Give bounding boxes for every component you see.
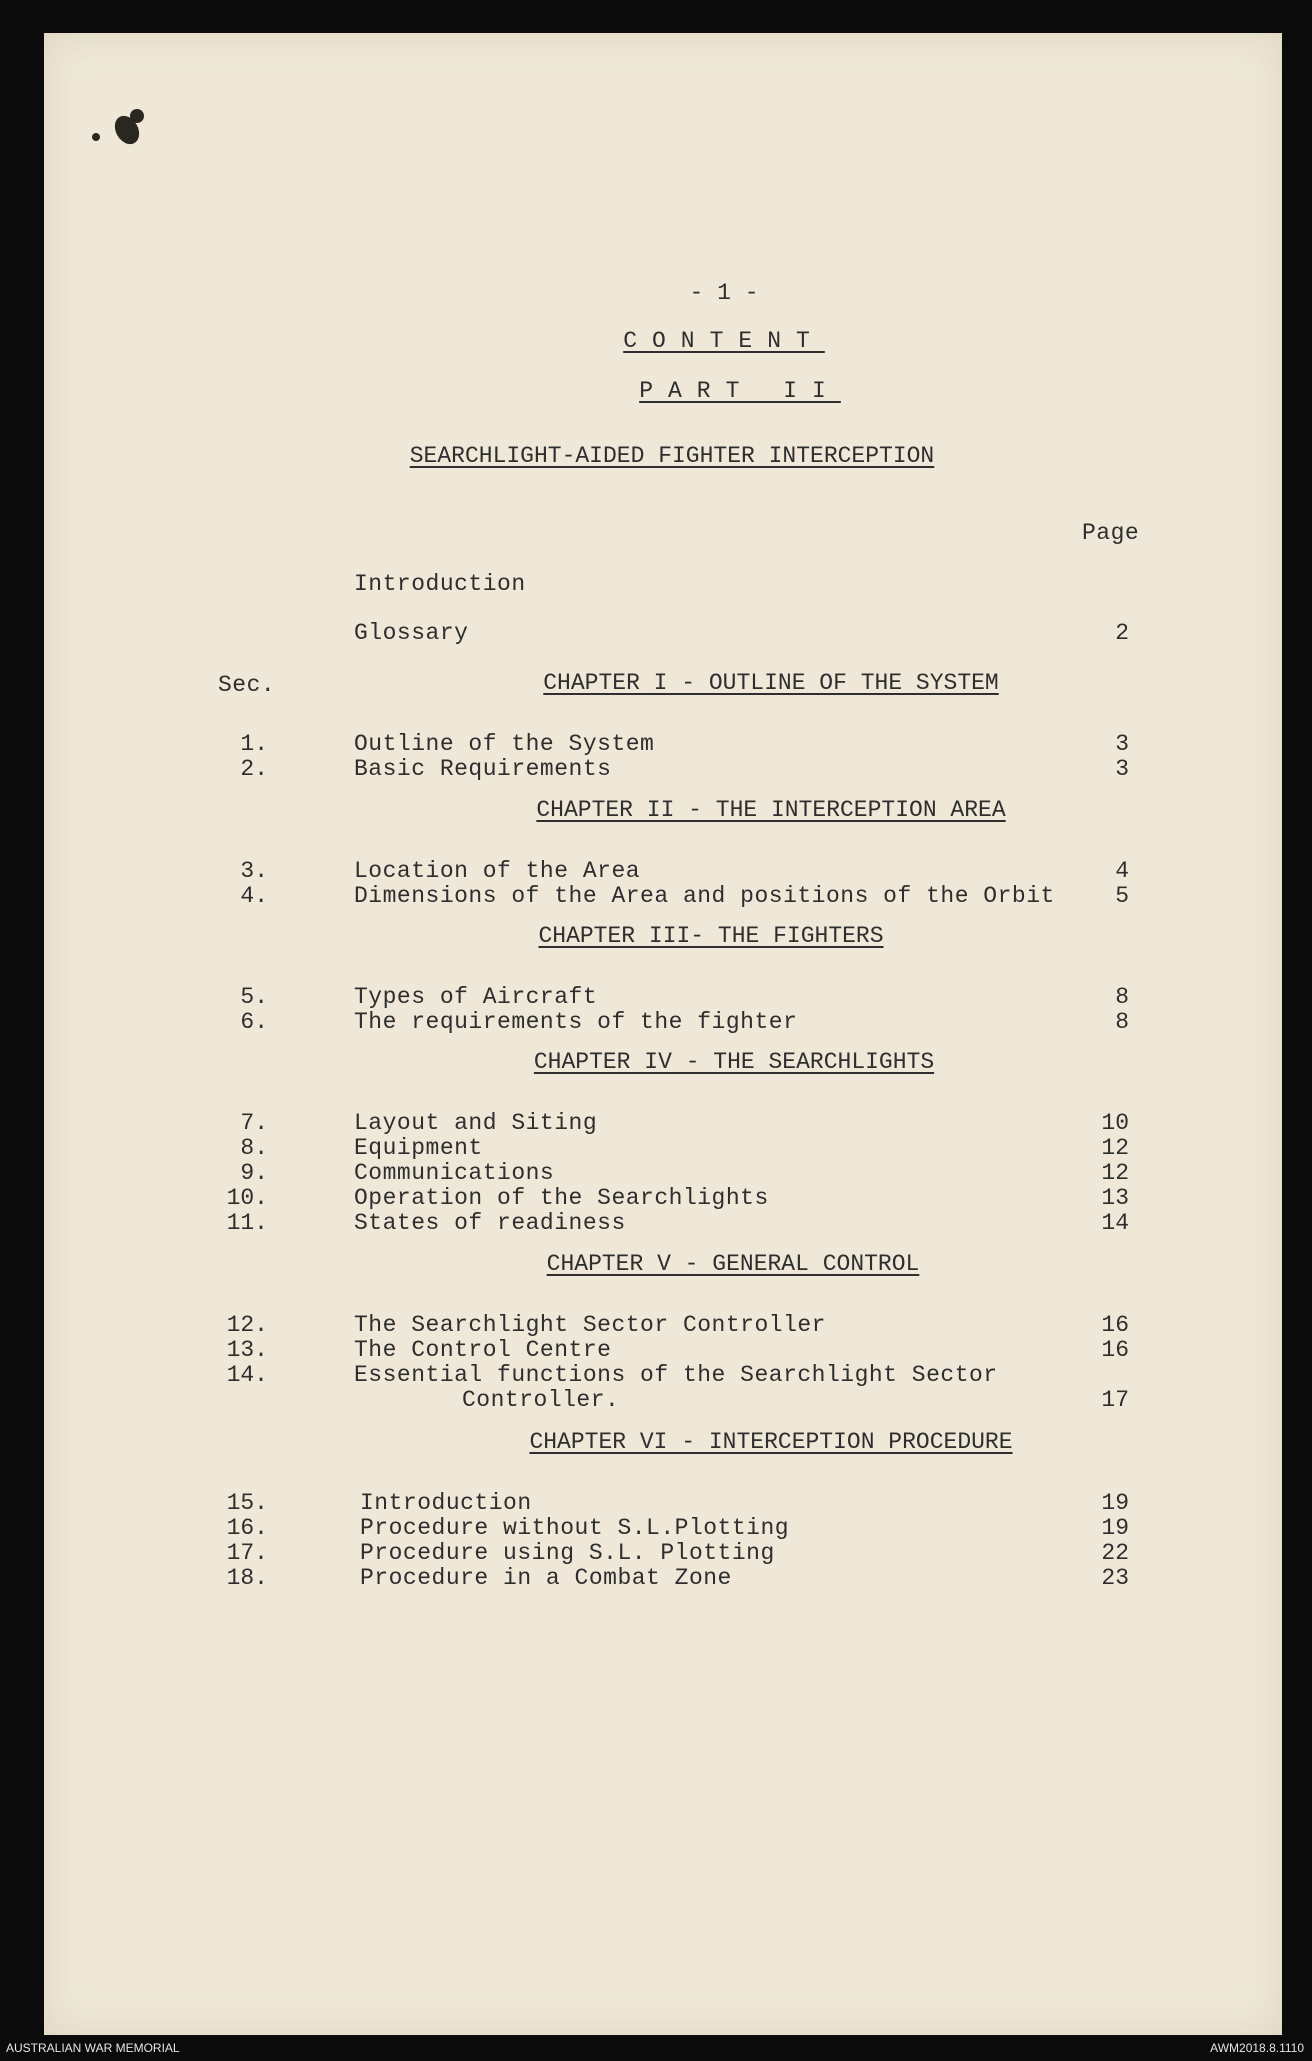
footer-institution: AUSTRALIAN WAR MEMORIAL bbox=[6, 2041, 180, 2055]
page-number: - 1 - bbox=[689, 280, 759, 306]
section-number: 14. bbox=[226, 1362, 268, 1388]
chapter-heading: CHAPTER III- THE FIGHTERS bbox=[538, 923, 884, 949]
section-page: 8 bbox=[1115, 984, 1129, 1010]
section-number: 11. bbox=[226, 1210, 268, 1236]
front-item-introduction: Introduction bbox=[354, 571, 526, 597]
section-title: Basic Requirements bbox=[354, 756, 612, 782]
section-page: 14 bbox=[1101, 1210, 1129, 1236]
section-page: 3 bbox=[1115, 731, 1129, 757]
section-page: 13 bbox=[1101, 1185, 1129, 1211]
section-number: 13. bbox=[226, 1337, 268, 1363]
section-number: 9. bbox=[240, 1160, 268, 1186]
section-title: Equipment bbox=[354, 1135, 483, 1161]
front-page-glossary: 2 bbox=[1115, 620, 1129, 646]
section-number: 8. bbox=[240, 1135, 268, 1161]
section-number: 7. bbox=[240, 1110, 268, 1136]
section-number: 10. bbox=[226, 1185, 268, 1211]
chapter-heading: CHAPTER IV - THE SEARCHLIGHTS bbox=[533, 1049, 935, 1075]
section-title: The Control Centre bbox=[354, 1337, 612, 1363]
ink-stain bbox=[130, 109, 144, 123]
section-title: States of readiness bbox=[354, 1210, 626, 1236]
section-title: Introduction bbox=[360, 1490, 532, 1516]
section-number: 18. bbox=[226, 1565, 268, 1591]
section-title: Location of the Area bbox=[354, 858, 641, 884]
section-page: 12 bbox=[1101, 1135, 1129, 1161]
section-page: 16 bbox=[1101, 1337, 1129, 1363]
archive-footer bbox=[0, 2035, 1312, 2061]
section-page: 16 bbox=[1101, 1312, 1129, 1338]
front-item-glossary: Glossary bbox=[354, 620, 469, 646]
section-number: 3. bbox=[240, 858, 268, 884]
section-title: Layout and Siting bbox=[354, 1110, 598, 1136]
section-title: Dimensions of the Area and positions of the Orbit bbox=[354, 883, 1055, 909]
section-title: Procedure without S.L.Plotting bbox=[360, 1515, 790, 1541]
section-title: Outline of the System bbox=[354, 731, 655, 757]
section-page: 4 bbox=[1115, 858, 1129, 884]
chapter-heading: CHAPTER V - GENERAL CONTROL bbox=[546, 1251, 920, 1277]
section-page: 19 bbox=[1101, 1515, 1129, 1541]
chapter-heading: CHAPTER I - OUTLINE OF THE SYSTEM bbox=[543, 670, 999, 696]
section-page: 19 bbox=[1101, 1490, 1129, 1516]
section-page: 17 bbox=[1101, 1387, 1129, 1413]
section-page: 22 bbox=[1101, 1540, 1129, 1566]
section-number: 12. bbox=[226, 1312, 268, 1338]
section-number: 5. bbox=[240, 984, 268, 1010]
section-page: 23 bbox=[1101, 1565, 1129, 1591]
section-page: 8 bbox=[1115, 1009, 1129, 1035]
section-page: 5 bbox=[1115, 883, 1129, 909]
section-page: 10 bbox=[1101, 1110, 1129, 1136]
section-number: 16. bbox=[226, 1515, 268, 1541]
section-title: Procedure in a Combat Zone bbox=[360, 1565, 732, 1591]
section-number: 1. bbox=[240, 731, 268, 757]
section-number: 6. bbox=[240, 1009, 268, 1035]
section-title: Essential functions of the Searchlight Sector bbox=[354, 1362, 998, 1388]
section-number: 17. bbox=[226, 1540, 268, 1566]
contents-heading: CONTENT bbox=[623, 328, 825, 354]
part-heading: PART II bbox=[639, 378, 841, 404]
section-number: 2. bbox=[240, 756, 268, 782]
page-column-label: Page bbox=[1082, 520, 1140, 546]
section-title-continued: Controller. bbox=[462, 1387, 620, 1413]
chapter-heading: CHAPTER VI - INTERCEPTION PROCEDURE bbox=[529, 1429, 1013, 1455]
footer-reference: AWM2018.8.1110 bbox=[1210, 2041, 1304, 2055]
section-column-label: Sec. bbox=[218, 672, 276, 698]
section-title: The requirements of the fighter bbox=[354, 1009, 798, 1035]
section-title: Operation of the Searchlights bbox=[354, 1185, 769, 1211]
chapter-heading: CHAPTER II - THE INTERCEPTION AREA bbox=[536, 797, 1006, 823]
section-page: 12 bbox=[1101, 1160, 1129, 1186]
section-page: 3 bbox=[1115, 756, 1129, 782]
section-title: Communications bbox=[354, 1160, 555, 1186]
ink-stain bbox=[92, 133, 100, 141]
section-number: 15. bbox=[226, 1490, 268, 1516]
document-title: SEARCHLIGHT-AIDED FIGHTER INTERCEPTION bbox=[409, 443, 935, 469]
section-number: 4. bbox=[240, 883, 268, 909]
section-title: Types of Aircraft bbox=[354, 984, 598, 1010]
section-title: Procedure using S.L. Plotting bbox=[360, 1540, 775, 1566]
section-title: The Searchlight Sector Controller bbox=[354, 1312, 826, 1338]
